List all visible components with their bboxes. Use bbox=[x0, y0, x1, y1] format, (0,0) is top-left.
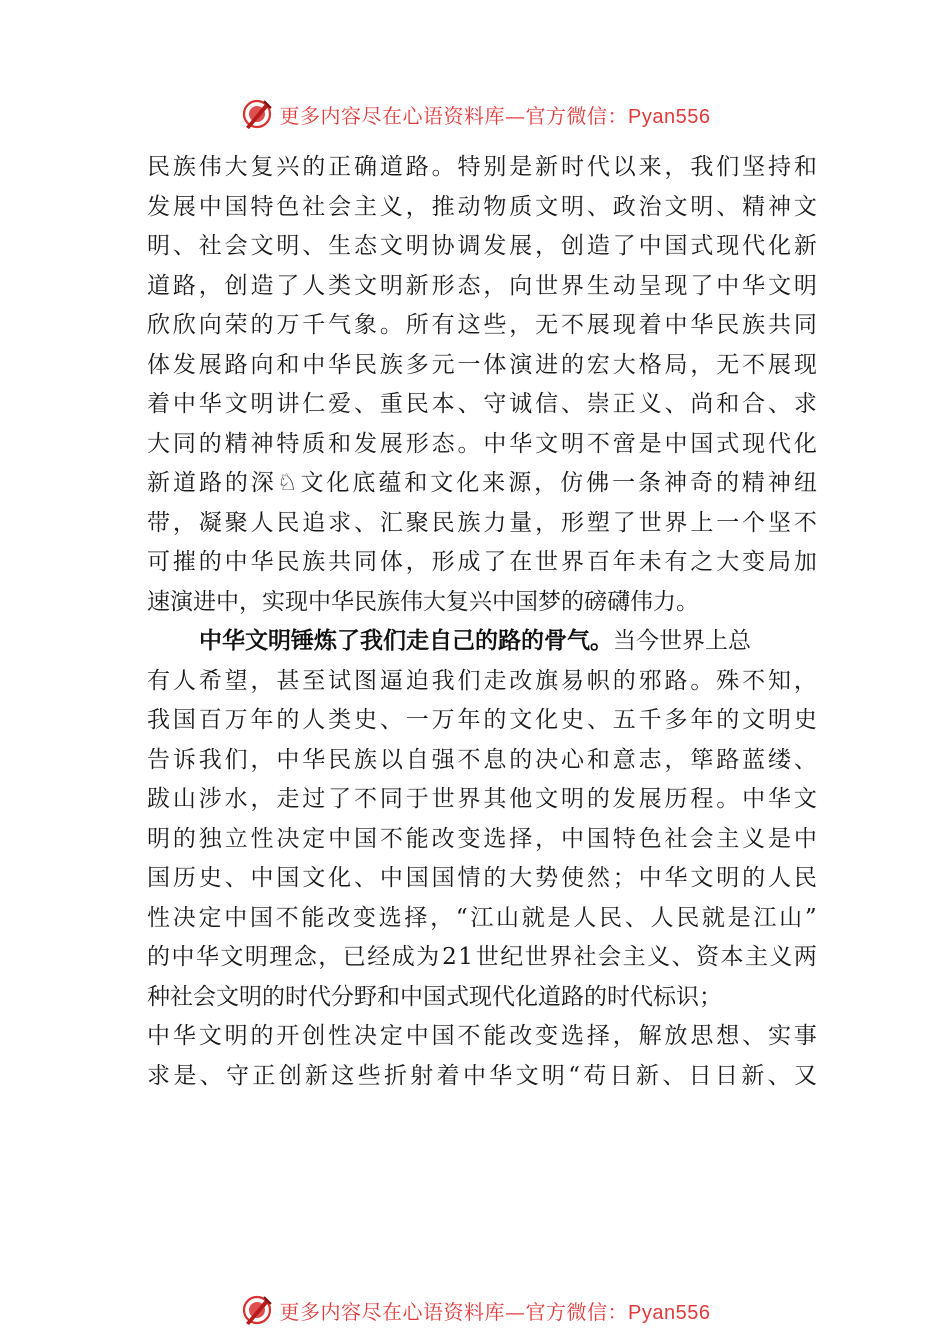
text-line: 跋 山 涉 水 ， 走 过 了 不 同 于 世 界 其 他 文 明 的 发 展 历 程 。 中 华 文 bbox=[147, 786, 817, 812]
text-line: 速演进中，实现中华民族伟大复兴中国梦的磅礴伟力。 bbox=[147, 588, 699, 615]
document-body bbox=[147, 148, 817, 1096]
text-line: 欣 欣 向 荣 的 万 千 气 象 。 所 有 这 些 ， 无 不 展 现 着 中 华 民 族 共 同 bbox=[147, 312, 817, 338]
text-line: 种社会文明的时代分野和中国式现代化道路的时代标识； bbox=[147, 983, 722, 1010]
quill-pen-seal-icon bbox=[240, 1293, 274, 1327]
footer-label: 更多内容尽在心语资料库—官方微信： bbox=[279, 1299, 629, 1324]
header-text bbox=[280, 100, 711, 129]
paragraph-heading: 中华文明锤炼了我们走自己的路的骨气。 bbox=[199, 628, 613, 654]
text-line: 中 华 文 明 的 开 创 性 决 定 中 国 不 能 改 变 选 择 ， 解 放 思 想 、 实 事 bbox=[147, 1023, 817, 1049]
text-line: 着 中 华 文 明 讲 仁 爱 、 重 民 本 、 守 诚 信 、 崇 正 义 、 尚 和 合 、 求 bbox=[147, 391, 817, 417]
text-line: 我 国 百 万 年 的 人 类 史 、 一 万 年 的 文 化 史 、 五 千 多 年 的 文 明 史 bbox=[147, 707, 817, 733]
text-line: 带 ， 凝 聚 人 民 追 求 、 汇 聚 民 族 力 量 ， 形 塑 了 世 界 上 一 个 坚 不 bbox=[147, 509, 817, 536]
text-line: 的 中 华 文 明 理 念 ， 已 经 成 为 2 1 世 纪 世 界 社 会 主 义 、 资 本 主 义 两 bbox=[147, 944, 817, 970]
text-line: 性 决 定 中 国 不 能 改 变 选 择 ， “ 江 山 就 是 人 民 、 人 民 就 是 江 山 ” bbox=[147, 904, 817, 931]
page-footer bbox=[0, 1290, 950, 1330]
text-line: 发 展 中 国 特 色 社 会 主 义 ， 推 动 物 质 文 明 、 政 治 文 明 、 精 神 文 bbox=[147, 193, 817, 220]
text-line: 可 摧 的 中 华 民 族 共 同 体 ， 形 成 了 在 世 界 百 年 未 有 之 大 变 局 加 bbox=[147, 549, 817, 575]
text-line: 民 族 伟 大 复 兴 的 正 确 道 路 。 特 别 是 新 时 代 以 来 ， 我 们 坚 持 和 bbox=[147, 154, 817, 180]
text-line: 新 道 路 的 深 ♘ 文 化 底 蕴 和 文 化 来 源 ， 仿 佛 一 条 神 奇 的 精 神 纽 bbox=[147, 470, 817, 496]
header-label: 更多内容尽在心语资料库—官方微信： bbox=[279, 103, 629, 128]
text-line: 求 是 、 守 正 创 新 这 些 折 射 着 中 华 文 明 “ 苟 日 新 、 日 日 新 、 又 bbox=[147, 1062, 817, 1089]
footer-account: Pyan556 bbox=[628, 1301, 711, 1324]
text-line: 明 、 社 会 文 明 、 生 态 文 明 协 调 发 展 ， 创 造 了 中 国 式 现 代 化 新 bbox=[147, 233, 817, 259]
text-line: 体 发 展 路 向 和 中 华 民 族 多 元 一 体 演 进 的 宏 大 格 局 ， 无 不 展 现 bbox=[147, 351, 817, 378]
text-fragment: 当今世界上总 bbox=[613, 628, 751, 654]
footer-text bbox=[280, 1296, 711, 1325]
text-line: 明 的 独 立 性 决 定 中 国 不 能 改 变 选 择 ， 中 国 特 色 社 会 主 义 是 中 bbox=[147, 825, 817, 852]
quill-pen-seal-icon bbox=[240, 97, 274, 131]
text-line: 告 诉 我 们 ， 中 华 民 族 以 自 强 不 息 的 决 心 和 意 志 ， 筚 路 蓝 缕 、 bbox=[147, 746, 817, 773]
text-line: 大 同 的 精 神 特 质 和 发 展 形 态 。 中 华 文 明 不 啻 是 中 国 式 现 代 化 bbox=[147, 430, 817, 457]
text-line: 道 路 ， 创 造 了 人 类 文 明 新 形 态 ， 向 世 界 生 动 呈 现 了 中 华 文 明 bbox=[147, 272, 817, 299]
page-header bbox=[0, 94, 950, 134]
paragraph-heading-line bbox=[147, 622, 817, 662]
header-account: Pyan556 bbox=[628, 105, 711, 128]
text-line: 国 历 史 、 中 国 文 化 、 中 国 国 情 的 大 势 使 然 ； 中 华 文 明 的 人 民 bbox=[147, 865, 817, 891]
text-line: 有 人 希 望 ， 甚 至 试 图 逼 迫 我 们 走 改 旗 易 帜 的 邪 路 。 殊 不 知 ， bbox=[147, 667, 817, 694]
